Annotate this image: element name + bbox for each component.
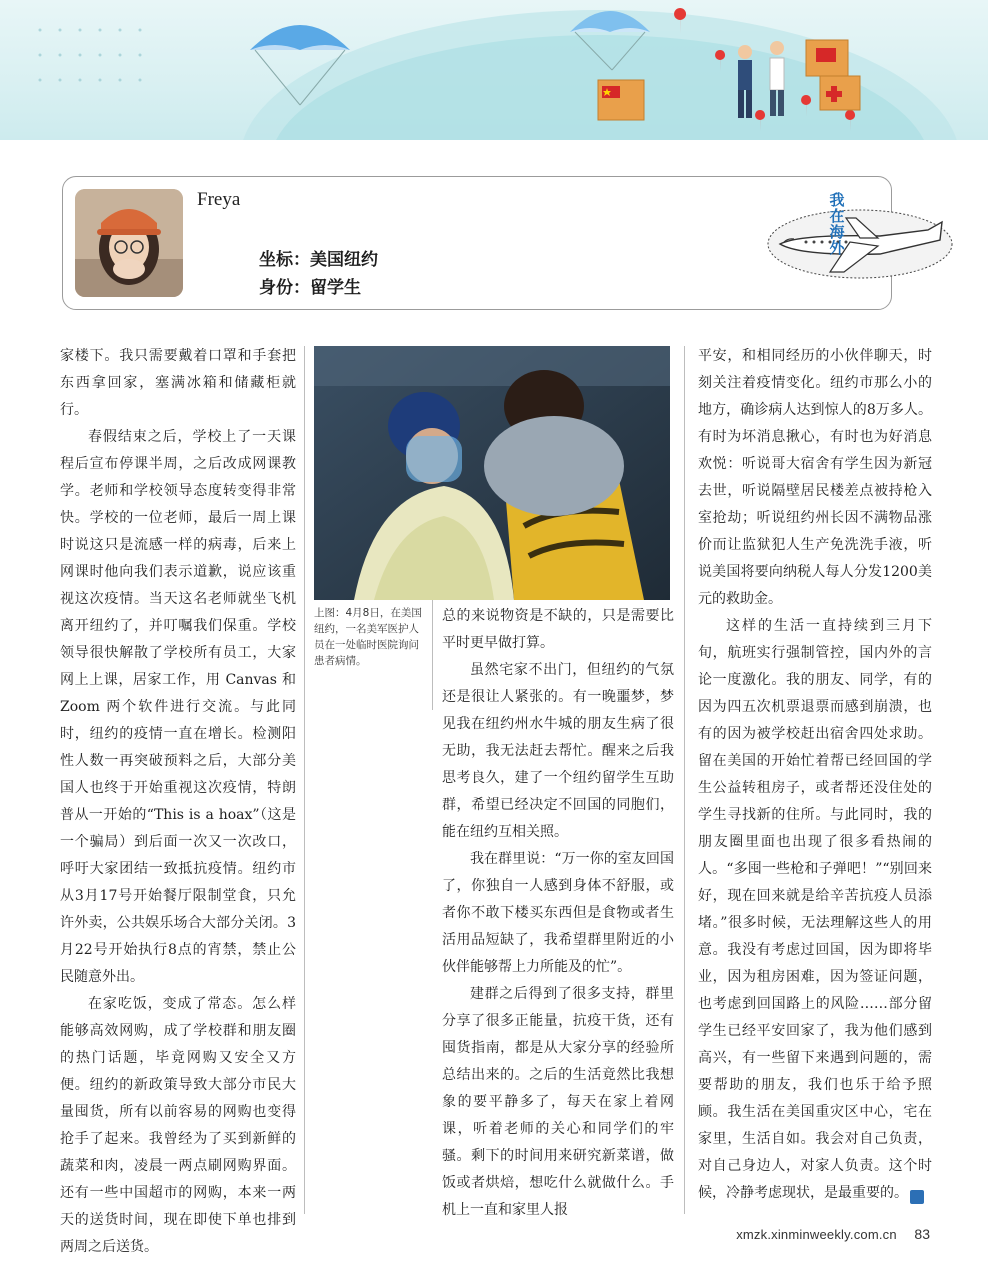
medical-staff-photo bbox=[314, 346, 670, 600]
paragraph: 我在群里说：“万一你的室友回国了，你独自一人感到身体不舒服，或者你不敢下楼买东西但是食物或者生活用品短缺了，我希望群里附近的小伙伴能够帮上力所能及的忙”。 bbox=[442, 851, 674, 975]
badge-text: 我在海外 bbox=[829, 191, 845, 257]
location-label: 坐标：美国纽约 bbox=[259, 250, 378, 270]
paragraph: 春假结束之后，学校上了一天课程后宣布停课半周，之后改成网课教学。老师和学校领导态度转变得非常快。学校的一位老师，最后一周上课时说这只是流感一样的病毒，后来上网课时他向我们表示道歉，说应该重视这次疫情。当天这名老师就坐飞机离开纽约了，并叮嘱我们保重。学校领导很快解散了学校所有员工，大家网上上课，居家工作，用 Canvas 和 Zoom 两个软件进行交流。与此同时，纽约的疫情一直在增长。检测阳性人数一再突破预料之后，大部分美国人也终于开始重视这次疫情，特朗普从一开始的“This is a hoax”（这是一个骗局）到后面一次又一次改口，呼吁大家团结一致抵抗疫情。纽约市从3月17号开始餐厅限制堂食，只允许外卖，公共娱乐场合大部分关闭。3月22号开始执行8点的宵禁，禁止公民随意外出。 bbox=[60, 429, 296, 985]
end-mark-icon: 民 bbox=[910, 1190, 924, 1204]
column-divider bbox=[304, 346, 305, 1214]
article-column-3 bbox=[698, 343, 948, 1207]
airplane-icon bbox=[760, 182, 960, 292]
paragraph: 虽然宅家不出门，但纽约的气氛还是很让人紧张的。有一晚噩梦，梦见我在纽约州水牛城的朋友生病了很无助，我无法赶去帮忙。醒来之后我思考良久，建了一个纽约留学生互助群，希望已经决定不回国的同胞们，能在纽约互相关照。 bbox=[442, 662, 674, 840]
paragraph: 平安，和相同经历的小伙伴聊天，时刻关注着疫情变化。纽约市那么小的地方，确诊病人达到惊人的8万多人。有时为坏消息揪心，有时也为好消息欢悦：听说哥大宿舍有学生因为新冠去世，听说隔壁居民楼差点被持枪入室抢劫；听说纽约州长因不满物品涨价而让监狱犯人生产免洗洗手液，听说美国将要向纳税人每人分发1200美元的救助金。 bbox=[698, 348, 932, 607]
paragraph: 在家吃饭，变成了常态。怎么样能够高效网购，成了学校群和朋友圈的热门话题，毕竟网购又安全又方便。纽约的新政策导致大部分市民大量囤货，所有以前容易的网购也变得抢手了起来。我曾经为了买到新鲜的蔬菜和肉，凌晨一两点刷网购界面。还有一些中国超市的网购，本来一两天的送货时间，现在即使下单也排到两周之后送货。 bbox=[60, 996, 296, 1255]
article-column-1 bbox=[60, 343, 296, 1261]
paragraph bbox=[698, 613, 948, 1207]
profile-name: Freya bbox=[197, 189, 241, 210]
article-column-2 bbox=[442, 603, 674, 1224]
identity-label: 身份：留学生 bbox=[259, 278, 361, 298]
package-box-icon bbox=[598, 80, 644, 120]
paragraph: 家楼下。我只需要戴着口罩和手套把东西拿回家，塞满冰箱和储藏柜就行。 bbox=[60, 348, 296, 418]
avatar bbox=[75, 189, 183, 297]
banner-illustration bbox=[0, 0, 988, 140]
photo-caption: 上图：4月8日，在美国纽约，一名美军医护人员在一处临时医院询问患者病情。 bbox=[314, 607, 422, 667]
footer-website: xmzk.xinminweekly.com.cn bbox=[736, 1227, 897, 1242]
column-divider bbox=[684, 346, 685, 1214]
paragraph-text: 这样的生活一直持续到三月下旬，航班实行强制管控，国内外的言论一度激化。我的朋友、同学，有的因为四五次机票退票而感到崩溃，也有的因为被学校赶出宿舍四处求助。留在美国的开始忙着帮已经回国的学生公益转租房子，或者帮还没住处的学生寻找新的住所。与此同时，我的朋友圈里面也出现了很多看热闹的人。“多囤一些枪和子弹吧！”“别回来好，现在回来就是给辛苦抗疫人员添堵。”很多时候，无法理解这些人的用意。我没有考虑过回国，因为即将毕业，因为租房困难，因为签证问题，也考虑到回国路上的风险……部分留学生已经平安回家了，我为他们感到高兴，有一些留下来遇到问题的，需要帮助的朋友，我们也乐于给予照顾。我生活在美国重灾区中心，宅在家里，生活自如。我会对自己负责，对自己身边人，对家人负责。这个时候，冷静考虑现状，是最重要的。 bbox=[698, 618, 932, 1201]
paragraph: 建群之后得到了很多支持，群里分享了很多正能量，抗疫干货，还有囤货指南，都是从大家分享的经验所总结出来的。之后的生活竟然比我想象的要平静多了，每天在家上着网课，听着老师的关心和同学们的牢骚。剩下的时间用来研究新菜谱，做饭或者烘焙，想吃什么就做什么。手机上一直和家里人报 bbox=[442, 986, 674, 1218]
page-footer bbox=[736, 1226, 930, 1242]
avatar-photo bbox=[75, 189, 183, 297]
paragraph: 总的来说物资是不缺的，只是需要比平时更早做打算。 bbox=[442, 608, 674, 651]
page-number: 83 bbox=[914, 1226, 930, 1242]
news-photo bbox=[314, 346, 670, 600]
header-banner bbox=[0, 0, 988, 140]
